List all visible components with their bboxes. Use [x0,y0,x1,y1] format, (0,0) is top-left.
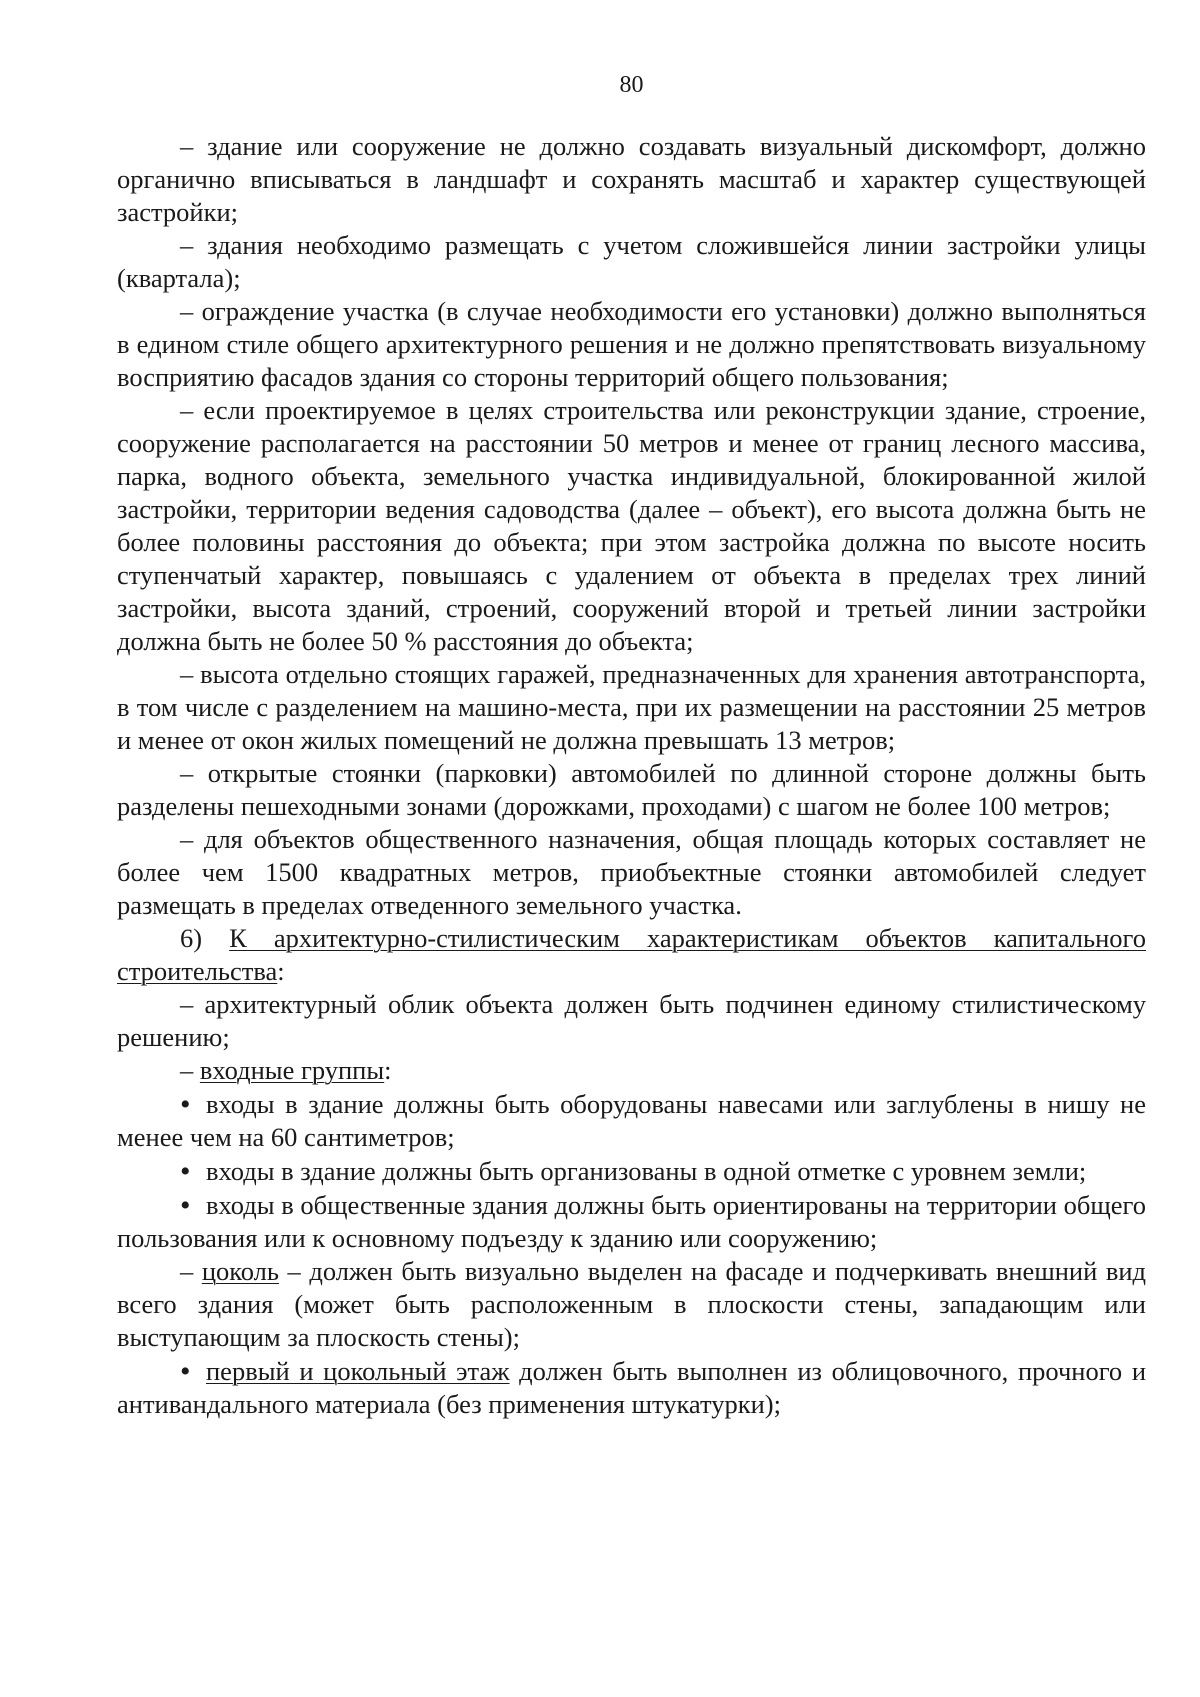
paragraph-building-line: – здания необходимо размещать с учетом сложившейся линии застройки улицы (квартала); [117,230,1146,293]
entrances-colon: : [384,1055,392,1085]
document-body [117,130,1146,1421]
bullet-item [117,1188,1146,1255]
plinth-title: цоколь [201,1256,279,1286]
bullet-icon [180,1188,206,1222]
section-6-colon: : [277,956,285,986]
plinth-dash: – [180,1256,202,1286]
bullet-icon [180,1154,206,1188]
section-6-title: К архитектурно-стилистическим характеристикам объектов капитального строительства [117,923,1146,986]
section-6-number: 6) [180,923,230,953]
section-6-heading [117,922,1146,988]
bullet-item [117,1154,1146,1188]
entrances-heading [117,1054,1146,1087]
paragraph-fencing: – ограждение участка (в случае необходимости его установки) должно выполняться в едином стиле общего архитектурного решения и не должно препятствовать визуальному восприятию фасадов здания со стороны территорий общего пользования; [117,296,1146,392]
paragraph-garages: – высота отдельно стоящих гаражей, предназначенных для хранения автотранспорта, в том числе с разделением на машино-места, при их размещении на расстоянии 25 метров и менее от окон жилых помещений не должна превышать 13 метров; [117,659,1146,755]
bullet-icon [180,1087,206,1121]
first-floor-title: первый и цокольный этаж [206,1356,510,1386]
bullet-text: входы в здание должны быть организованы в одной отметке с уровнем земли; [206,1156,1087,1186]
bullet-item [117,1087,1146,1154]
paragraph-architectural-look: – архитектурный облик объекта должен быть подчинен единому стилистическому решению; [117,989,1146,1052]
bullet-text: входы в общественные здания должны быть ориентированы на территории общего пользования или к основному подъезду к зданию или сооружению; [117,1190,1146,1253]
page-number: 80 [619,72,644,98]
entrances-dash: – [180,1055,200,1085]
paragraph-first-floor [117,1354,1146,1421]
paragraph-plinth [117,1255,1146,1354]
first-floor-text: должен быть выполнен из облицовочного, прочного и антивандального материала (без применения штукатурки); [117,1356,1147,1419]
bullet-text: входы в здание должны быть оборудованы навесами или заглублены в нишу не менее чем на 60 сантиметров; [117,1089,1146,1152]
entrances-title: входные группы [199,1055,385,1085]
paragraph-parking: – открытые стоянки (парковки) автомобилей по длинной стороне должны быть разделены пешеходными зонами (дорожками, проходами) с шагом не более 100 метров; [117,758,1146,821]
paragraph-height-limit: – если проектируемое в целях строительства или реконструкции здание, строение, сооружение располагается на расстоянии 50 метров и менее от границ лесного массива, парка, водного объекта, земельного участка индивидуальной, блокированной жилой застройки, территории ведения садоводства (далее – объект), его высота должна быть не более половины расстояния до объекта; при этом застройка должна по высоте носить ступенчатый характер, повышаясь с удалением от объекта в пределах трех линий застройки, высота зданий, строений, сооружений второй и третьей линии застройки должна быть не более 50 % расстояния до объекта; [117,395,1146,656]
bullet-icon [180,1354,206,1388]
paragraph-visual-comfort: – здание или сооружение не должно создавать визуальный дискомфорт, должно органично вписываться в ландшафт и сохранять масштаб и характер существующей застройки; [117,131,1146,227]
paragraph-public-objects: – для объектов общественного назначения, общая площадь которых составляет не более чем 1500 квадратных метров, приобъектные стоянки автомобилей следует размещать в пределах отведенного земельного участка. [117,824,1146,920]
plinth-text: – должен быть визуально выделен на фасаде и подчеркивать внешний вид всего здания (может быть расположенным в плоскости стены, западающим или выступающим за плоскость стены); [117,1256,1147,1352]
